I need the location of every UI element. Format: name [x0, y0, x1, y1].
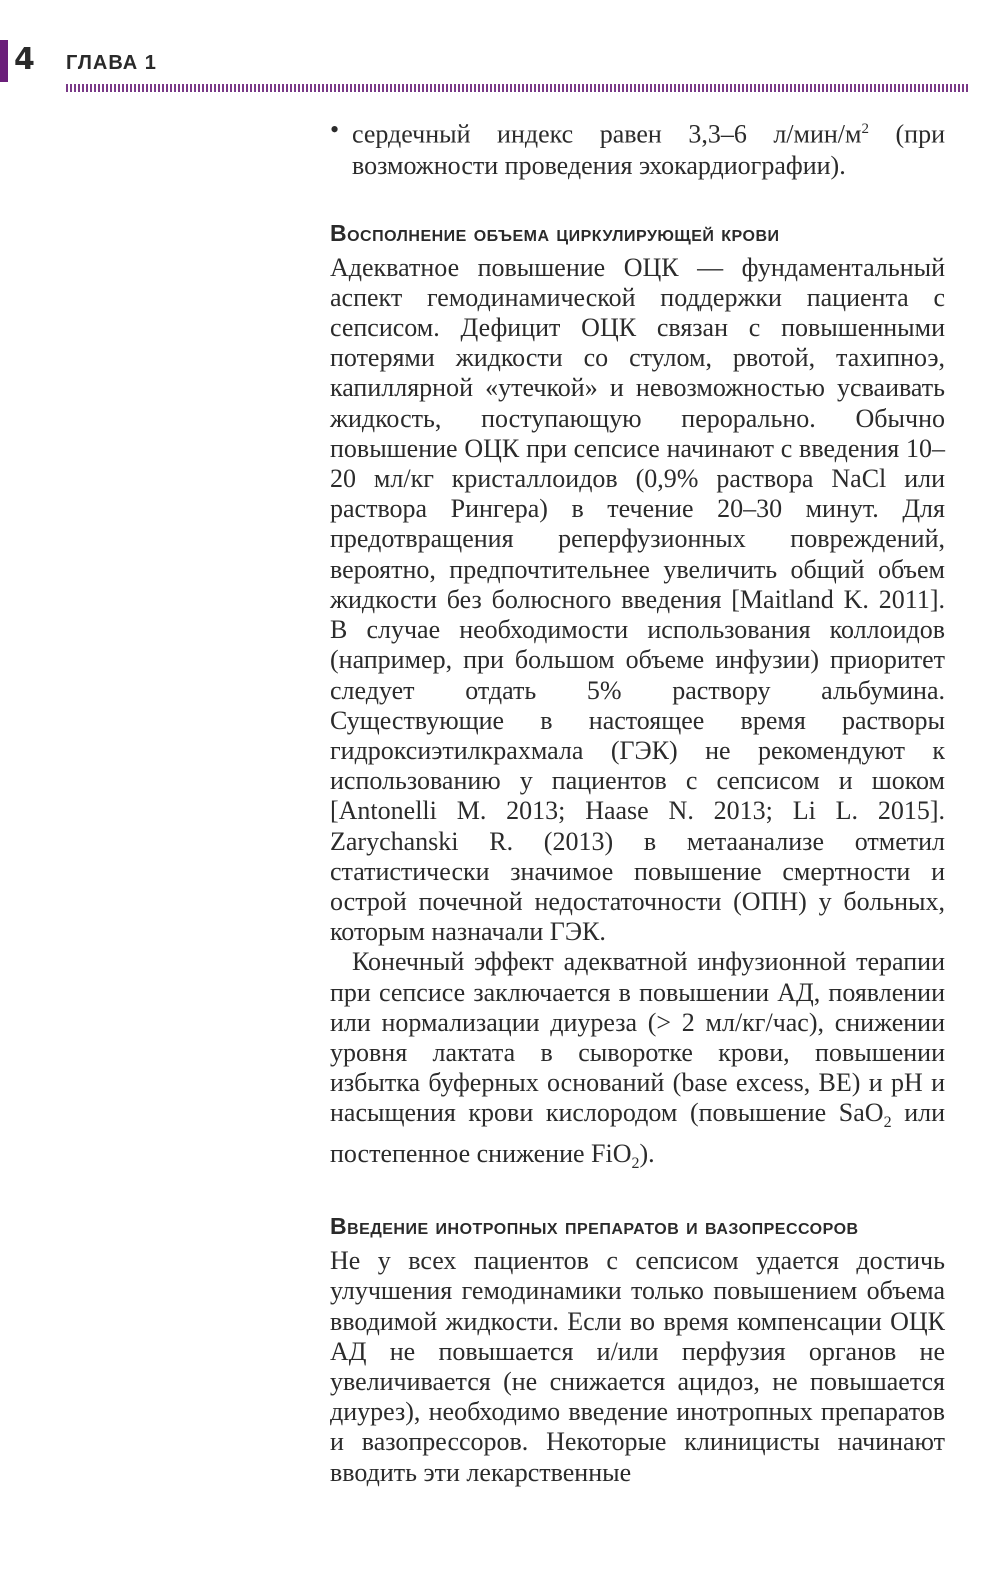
page-number: 4: [14, 42, 35, 77]
bullet-text: сердечный индекс равен 3,3–6 $л/мин/м^2$ (при возможности проведения эхокардиографии).: [352, 119, 945, 180]
body-paragraph: Адекватное повышение ОЦК — фундаментальный аспект гемодинамической поддержки пациента с сепсисом. Дефицит ОЦК связан с повышенными потерями жидкости со стулом, рвотой, тахипноэ, капиллярной «утечкой» и невозможностью усваивать жидкость, поступающую перорально. Обычно повышение ОЦК при сепсисе начинают с введения 10–20 мл/кг кристаллоидов (0,9% раствора NaCl или раствора Рингера) в течение 20–30 минут. Для предотвращения реперфузионных повреждений, вероятно, предпочтительнее увеличить общий объем жидкости без болюсного введения [Maitland K. 2011]. В случае необходимости использования коллоидов (например, при большом объеме инфузии) приоритет следует отдать 5% раствору альбумина. Существующие в настоящее время растворы гидроксиэтилкрахмала (ГЭК) не рекомендуют к использованию у пациентов с сепсисом и шоком [Antonelli M. 2013; Haase N. 2013; Li L. 2015]. Zarychanski R. (2013) в метаанализе отметил статистически значимое повышение смертности и острой почечной недостаточности (ОПН) у больных, которым назначали ГЭК.: [330, 252, 945, 947]
body-paragraph: Не у всех пациентов с сепсисом удается достичь улучшения гемодинамики только повышением объема вводимой жидкости. Если во время компенсации ОЦК АД не повышается и/или перфузия органов не увеличивается (не снижается ацидоз, не повышается диурез), необходимо введение инотропных препаратов и вазопрессоров. Некоторые клиницисты начинают вводить эти лекарственные: [330, 1246, 945, 1487]
page-edge-marker: [0, 40, 8, 82]
chapter-label: ГЛАВА 1: [66, 52, 157, 74]
section-heading-blood-volume: Восполнение объема циркулирующей крови: [330, 219, 780, 246]
body-paragraph: Конечный эффект адекватной инфузионной терапии при сепсисе заключается в повышении АД, появлении или нормализации диуреза (> 2 мл/кг/час), снижении уровня лактата в сыворотке крови, повышении избытка буферных оснований (base excess, BE) и pH и насыщения крови кислородом (повышение SaO$_2$ или постепенное снижение FiO$_2$).: [330, 947, 946, 1172]
header-divider: [66, 84, 970, 92]
section-heading-inotropes: Введение инотропных препаратов и вазопрессоров: [330, 1213, 859, 1240]
bullet-dot-icon: •: [330, 115, 340, 144]
bullet-item: [330, 114, 945, 181]
text-column: [330, 114, 945, 1488]
